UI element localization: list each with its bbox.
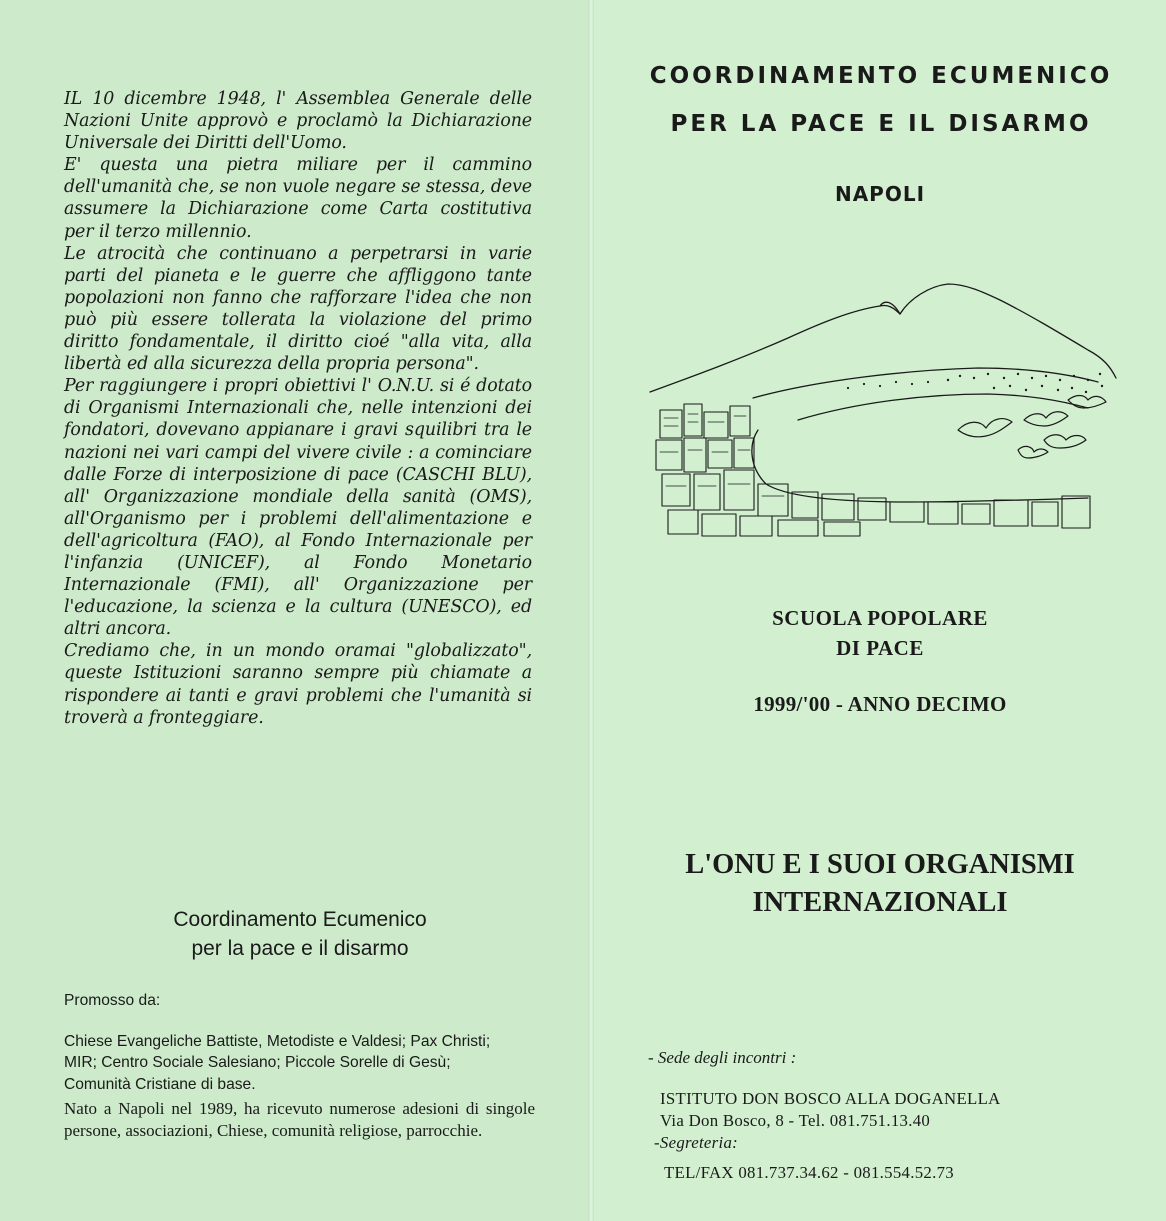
cover-header	[646, 58, 1116, 154]
organizer-name-line1: Coordinamento Ecumenico	[173, 908, 427, 931]
school-name-line2: DI PACE	[836, 636, 924, 660]
course-title	[630, 846, 1130, 922]
venue-label: - Sede degli incontri :	[648, 1048, 797, 1067]
school-name	[646, 603, 1114, 663]
school-year: 1999/'00 - ANNO DECIMO	[753, 692, 1007, 716]
paragraph-globalized: Crediamo che, in un mondo oramai "globalizzato", queste Istituzioni saranno sempre più chiamate a rispondere ai tanti e gravi problemi che l'umanità si troverà a fronteggiare.	[64, 641, 532, 728]
promoters-line1: Chiese Evangeliche Battiste, Metodiste e Valdesi; Pax Christi;	[64, 1032, 491, 1050]
secretariat-label: -Segreteria:	[654, 1133, 739, 1152]
promoters-label: Promosso da:	[64, 992, 161, 1009]
venue-address: Via Don Bosco, 8 - Tel. 081.751.13.40	[660, 1111, 931, 1130]
header-line2: PER LA PACE E IL DISARMO	[670, 111, 1092, 137]
founding-note: Nato a Napoli nel 1989, ha ricevuto numerose adesioni di singole persone, associazioni, Chiese, comunità religiose, parrocchie.	[64, 1099, 535, 1140]
promoters-list	[64, 1031, 539, 1096]
header-line1: COORDINAMENTO ECUMENICO	[649, 63, 1113, 89]
promoters-line2: MIR; Centro Sociale Salesiano; Piccole Sorelle di Gesù;	[64, 1054, 451, 1071]
organizer-name	[120, 905, 480, 963]
promoters-section	[64, 990, 539, 1095]
city-name: NAPOLI	[834, 182, 926, 206]
venue-info	[654, 1088, 1110, 1184]
course-title-line2: INTERNAZIONALI	[752, 887, 1008, 918]
paragraph-declaration: IL 10 dicembre 1948, l' Assemblea Generale delle Nazioni Unite approvò e proclamò la Dichiarazione Universale dei Diritti dell'Uomo.	[64, 89, 532, 154]
paragraph-milestone: E' questa una pietra miliare per il cammino dell'umanità che, se non vuole negare se stessa, deve assumere la Dichiarazione come Carta costitutiva per il terzo millennio.	[64, 155, 532, 242]
intro-text	[64, 88, 532, 729]
bay-of-naples-drawing-icon	[648, 270, 1118, 545]
school-name-line1: SCUOLA POPOLARE	[772, 606, 988, 630]
promoters-line3: Comunità Cristiane di base.	[64, 1075, 256, 1093]
secretariat-phone: TEL/FAX 081.737.34.62 - 081.554.52.73	[664, 1163, 954, 1182]
organizer-name-line2: per la pace e il disarmo	[191, 937, 409, 960]
paragraph-organisms: Per raggiungere i propri obiettivi l' O.N.U. si é dotato di Organismi Internazionali che, nelle intenzioni dei fondatori, dovevano appianare i gravi squilibri tra le nazioni nei vari campi del vivere civile : a cominciare dalle Forze di interposizione di pace (CASCHI BLU), all' Organizzazione mondiale della sanità (OMS), all'Organismo per i problemi dell'alimentazione e dell'agricoltura (FAO), al Fondo Internazionale per l'infanzia (UNICEF), al Fondo Monetario Internazionale (FMI), all' Organizzazione per l'educazione, la scienza e la cultura (UNESCO), ed altri ancora.	[64, 376, 532, 640]
venue-name: ISTITUTO DON BOSCO ALLA DOGANELLA	[660, 1089, 1001, 1108]
paragraph-atrocities: Le atrocità che continuano a perpetrarsi in varie parti del pianeta e le guerre che affliggono tante popolazioni non fanno che rafforzare l'idea che non può più essere tollerata la violazione del primo diritto fondamentale, il diritto cioé "alla vita, alla libertà ed alla sicurezza della propria persona".	[64, 243, 532, 375]
course-title-line1: L'ONU E I SUOI ORGANISMI	[685, 849, 1075, 880]
